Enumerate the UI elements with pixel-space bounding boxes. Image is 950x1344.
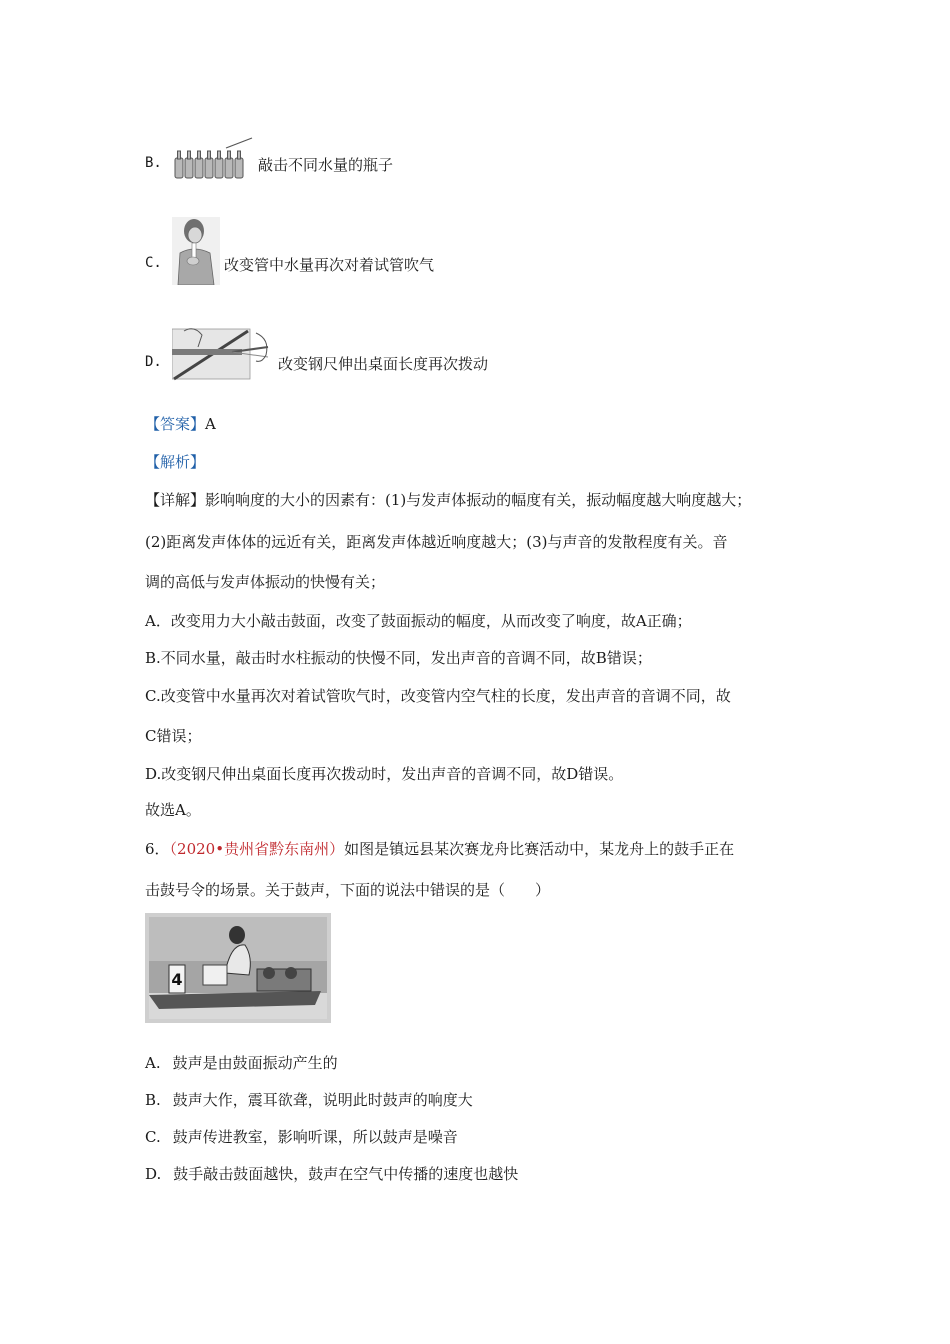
detail-line-6: C.改变管中水量再次对着试管吹气时，改变管内空气柱的长度，发出声音的音调不同，故	[145, 687, 731, 705]
option-6c-label: C.	[145, 1128, 161, 1146]
question-stem-1: 如图是镇远县某次赛龙舟比赛活动中，某龙舟上的鼓手正在	[344, 840, 735, 858]
option-6d-label: D.	[145, 1165, 162, 1183]
option-6a-text: 鼓声是由鼓面振动产生的	[172, 1054, 338, 1072]
option-6c	[145, 1127, 458, 1147]
option-6a-label: A.	[145, 1054, 161, 1072]
option-6d-text: 鼓手敲击鼓面越快，鼓声在空气中传播的速度也越快	[173, 1165, 519, 1183]
dragon-boat-photo	[145, 913, 331, 1023]
detail-line-1	[145, 490, 751, 510]
option-6b-label: B.	[145, 1091, 161, 1109]
question-number: 6．	[145, 840, 170, 858]
detail-line-2: (2)距离发声体体的远近有关，距离发声体越近响度越大；(3)与声音的发散程度有关。音	[145, 533, 728, 551]
detail-line-4: A．改变用力大小敲击鼓面，改变了鼓面振动的幅度，从而改变了响度，故A正确；	[145, 612, 692, 630]
question-source: （2020•贵州省黔东南州）	[169, 840, 345, 858]
bottles-illustration	[172, 136, 254, 182]
option-6a	[145, 1053, 338, 1073]
option-6b	[145, 1090, 473, 1110]
analysis-tag: 【解析】	[145, 453, 206, 471]
question-stem-2: 击鼓号令的场景。关于鼓声，下面的说法中错误的是（ ）	[145, 881, 551, 899]
option-d-text: 改变钢尺伸出桌面长度再次拨动	[278, 355, 489, 373]
boat-number: 4	[171, 970, 183, 989]
option-b-label: B.	[145, 155, 162, 171]
answer-value: A	[205, 415, 216, 433]
detail-line-8: D.改变钢尺伸出桌面长度再次拨动时，发出声音的音调不同，故D错误。	[145, 765, 624, 783]
detail-line-7: C错误；	[145, 727, 202, 745]
detail-line-9: 故选A。	[145, 801, 201, 819]
option-d-label: D.	[145, 354, 162, 370]
detail-line-3: 调的高低与发声体振动的快慢有关；	[145, 573, 386, 591]
answer-line	[145, 414, 216, 434]
answer-tag: 【答案】	[145, 415, 206, 433]
question-6-line-1	[145, 839, 734, 859]
ruler-plucking-illustration	[172, 325, 274, 381]
option-6b-text: 鼓声大作，震耳欲聋，说明此时鼓声的响度大	[172, 1091, 473, 1109]
girl-blowing-tube-illustration	[172, 217, 220, 285]
option-6c-text: 鼓声传进教室，影响听课，所以鼓声是噪音	[172, 1128, 458, 1146]
detail-line-5: B.不同水量，敲击时水柱振动的快慢不同，发出声音的音调不同，故B错误；	[145, 649, 652, 667]
option-b-text: 敲击不同水量的瓶子	[258, 156, 394, 174]
detail-tag: 【详解】	[145, 491, 206, 509]
option-6d	[145, 1164, 518, 1184]
detail-text-1: 影响响度的大小的因素有：(1)与发声体振动的幅度有关，振动幅度越大响度越大；	[205, 491, 752, 509]
option-c-text: 改变管中水量再次对着试管吹气	[224, 256, 435, 274]
option-c-label: C.	[145, 255, 162, 271]
